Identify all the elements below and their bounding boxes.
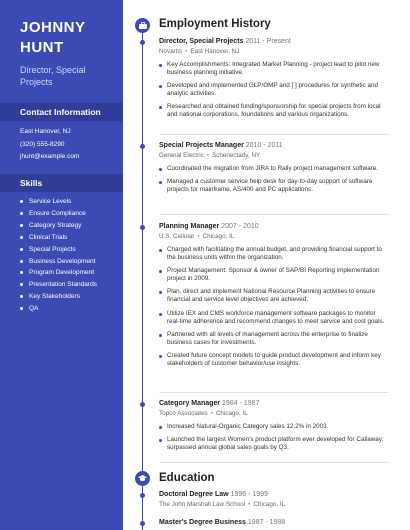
job-bullet: Launched the largest Women's product platform ever developed for Callaway; surpassed annual global sales goals by Q3. (159, 436, 389, 452)
job-title: Director, Special Projects (159, 38, 244, 45)
job-entry (159, 141, 389, 199)
timeline-dot (140, 40, 145, 45)
job-title: Category Manager (159, 400, 221, 407)
job-bullet: Increased Natural-Organic Category sales 12.2% in 2003. (159, 423, 389, 431)
job-entry (159, 399, 389, 457)
skill-item: Clinical Trials (20, 232, 97, 244)
job-title: Special Projects Manager (159, 142, 244, 149)
job-company-line (159, 232, 389, 241)
skill-item: Program Development (20, 267, 97, 279)
job-entry (159, 37, 389, 125)
degree-title: Master's Degree Business (159, 519, 246, 526)
degree-title: Doctoral Degree Law (159, 491, 229, 498)
job-company: General Electric (159, 152, 204, 159)
education-heading: Education (159, 472, 215, 484)
job-title-line (159, 141, 389, 151)
job-company-line (159, 151, 389, 160)
briefcase-icon (135, 18, 150, 33)
school-line (159, 500, 389, 509)
job-bullets (159, 61, 389, 120)
skill-item: Special Projects (20, 244, 97, 256)
job-company-line (159, 47, 389, 56)
timeline-dot (140, 402, 145, 407)
timeline-dot (140, 521, 145, 526)
job-bullet: Researched and obtained funding/sponsorship for special projects from local and national corporations, foundations and various organizations. (159, 103, 389, 119)
candidate-name (20, 18, 86, 58)
degree-dates: 1987 - 1988 (247, 519, 286, 526)
job-location: • Schenectady, NY (204, 152, 260, 159)
timeline-dot (140, 144, 145, 149)
sidebar (0, 0, 123, 530)
job-title: Planning Manager (159, 223, 220, 230)
last-name: HUNT (20, 39, 64, 56)
job-bullets (159, 165, 389, 194)
job-company-line (159, 409, 389, 418)
job-title-line (159, 399, 389, 409)
skill-item: Presentation Standards (20, 279, 97, 291)
job-bullet: Developed and implemented GLP/OMP and [ ] procedures for synthetic and analytic activities. (159, 82, 389, 98)
job-bullets (159, 423, 389, 452)
skill-item: Ensure Compliance (20, 208, 97, 220)
job-dates: 1984 - 1987 (222, 400, 260, 407)
school-location: • Chicago, IL (245, 501, 285, 508)
job-company: Novartis (159, 48, 183, 55)
contact-phone: (320) 555-8290 (20, 140, 65, 148)
candidate-role: Director, Special Projects (20, 65, 86, 87)
degree-line (159, 518, 389, 528)
job-dates: 2011 - Present (245, 38, 291, 45)
job-company: U.S. Cellular (159, 233, 195, 240)
job-company: Topco Associates (159, 410, 208, 417)
job-bullet: Created future concept models to guide product development and inform key stakeholders of customer behavior/use insights. (159, 352, 389, 368)
skill-item: Key Stakeholders (20, 291, 97, 303)
contact-heading: Contact Information (0, 103, 123, 121)
contact-location: East Hanover, NJ (20, 128, 71, 135)
section-separator (159, 462, 389, 463)
education-entry (159, 490, 389, 509)
degree-line (159, 490, 389, 500)
job-bullet: Coordinated the migration from JIRA to Rally project management software. (159, 165, 389, 173)
job-bullet: Utilize IEX and CMS workforce management software packages to monitor real-time adherence and recommend changes to meet service and cost goals. (159, 310, 389, 326)
job-separator (159, 214, 389, 215)
school-name: The John Marshall Law School (159, 501, 246, 508)
skills-list (20, 196, 97, 315)
job-dates: 2010 - 2011 (245, 142, 283, 149)
job-dates: 2007 - 2010 (221, 223, 259, 230)
job-location: • Chicago, IL (194, 233, 234, 240)
job-title-line (159, 222, 389, 232)
job-bullet: Key Accomplishments: Integrated Market Planning - project lead to pilot new business planning initiative. (159, 61, 389, 77)
skills-heading: Skills (0, 174, 123, 192)
skill-item: Service Levels (20, 196, 97, 208)
contact-email[interactable]: jhunt@example.com (20, 153, 80, 160)
job-separator (159, 134, 389, 135)
skill-item: Business Development (20, 256, 97, 268)
job-title-line (159, 37, 389, 47)
job-separator (159, 392, 389, 393)
job-bullets (159, 246, 389, 368)
job-entry (159, 222, 389, 373)
degree-dates: 1996 - 1999 (230, 491, 268, 498)
skill-item: QA (20, 303, 97, 315)
skill-item: Category Strategy (20, 220, 97, 232)
job-bullet: Project Management: Sponsor & owner of SAP/BI Reporting implementation project in 2009. (159, 267, 389, 283)
job-bullet: Plan, direct and implement National Resource Planning activities to ensure financial and service level objectives are achieved. (159, 288, 389, 304)
education-entry (159, 518, 389, 528)
first-name: JOHNNY (20, 19, 86, 36)
employment-heading: Employment History (159, 18, 271, 30)
timeline-line (142, 26, 143, 530)
job-bullet: Managed a customer service help desk for day-to-day support of software projects for mainframe, AS/400 and PC applications. (159, 178, 389, 194)
timeline-dot (140, 225, 145, 230)
job-location: • Chicago, IL (208, 410, 248, 417)
job-bullet: Charged with facilitating the annual budget, and providing financial support to the business units within the organization. (159, 246, 389, 262)
contact-info (20, 126, 79, 164)
timeline-dot (140, 493, 145, 498)
job-location: • East Hanover, NJ (182, 48, 239, 55)
job-bullet: Partnered with all levels of management across the enterprise to finalize business cases for investments. (159, 331, 389, 347)
graduation-cap-icon (135, 471, 150, 486)
